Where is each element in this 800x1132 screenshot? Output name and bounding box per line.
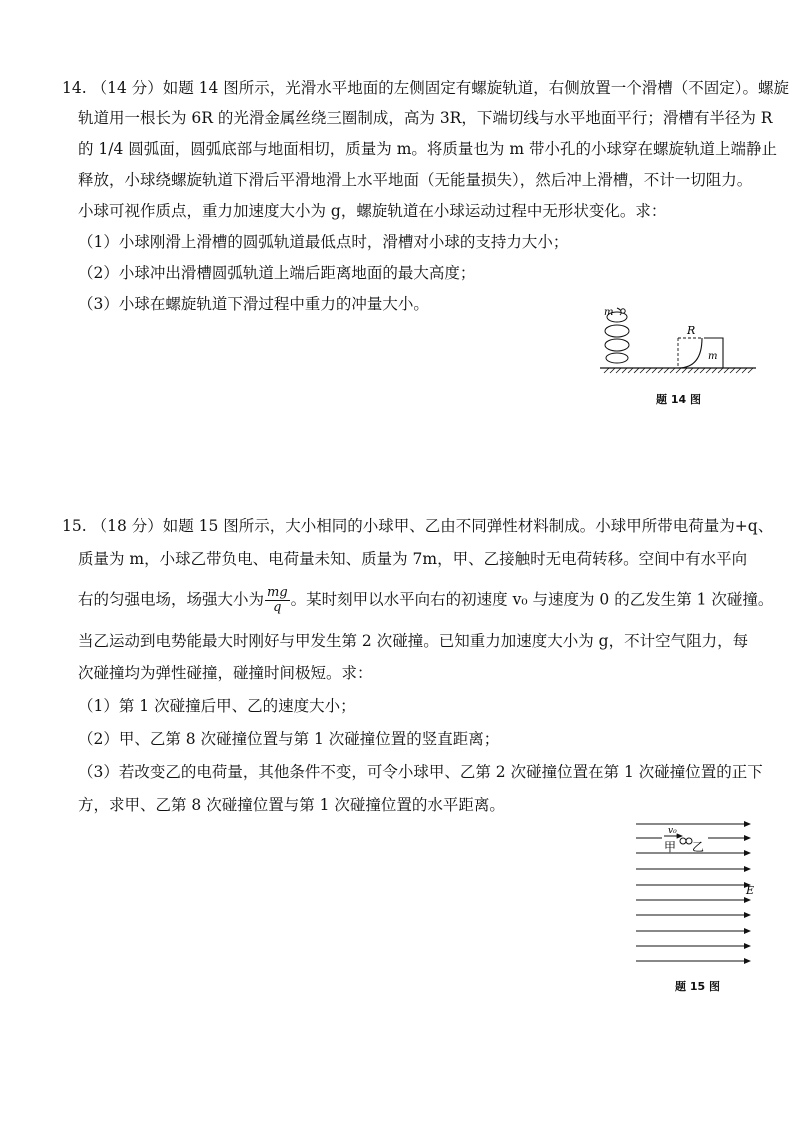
radius-dashes bbox=[678, 338, 702, 368]
ground-hatch bbox=[604, 368, 753, 373]
velocity-label: v₀ bbox=[668, 826, 677, 836]
p15-line-3-before: 右的匀强电场，场强大小为 bbox=[78, 590, 265, 609]
fraction-denominator: q bbox=[273, 600, 282, 615]
p15-question-2: （2）甲、乙第 8 次碰撞位置与第 1 次碰撞位置的竖直距离； bbox=[78, 730, 500, 748]
p14-line-2: 轨道用一根长为 6R 的光滑金属丝绕三圈制成，高为 3R，下端切线与水平地面平行；滑槽有半径为 R bbox=[78, 109, 773, 127]
ball bbox=[621, 309, 625, 313]
block-mass-label: m bbox=[708, 351, 718, 362]
ball-b-label: 乙 bbox=[692, 840, 705, 854]
field-fraction bbox=[265, 586, 290, 615]
figure-14 bbox=[598, 295, 758, 383]
p15-line-5: 次碰撞均为弹性碰撞，碰撞时间极短。求： bbox=[78, 664, 373, 682]
p14-question-3: （3）小球在螺旋轨道下滑过程中重力的冲量大小。 bbox=[78, 295, 429, 313]
ball-label: m bbox=[604, 307, 614, 318]
p14-line-4: 释放，小球绕螺旋轨道下滑后平滑地滑上水平地面（无能量损失），然后冲上滑槽，不计一切阻力。 bbox=[78, 171, 753, 189]
field-label: E bbox=[746, 884, 755, 897]
figure-15 bbox=[628, 816, 760, 966]
p15-line-2: 质量为 m，小球乙带负电、电荷量未知、质量为 7m，甲、乙接触时无电荷转移。空间中有水平向 bbox=[78, 550, 748, 568]
p14-question-2: （2）小球冲出滑槽圆弧轨道上端后距离地面的最大高度； bbox=[78, 264, 476, 282]
ball-a-label: 甲 bbox=[664, 840, 677, 854]
p14-line-5: 小球可视作质点，重力加速度大小为 g，螺旋轨道在小球运动过程中无形状变化。求： bbox=[78, 202, 667, 220]
figure-14-caption: 题 14 图 bbox=[656, 393, 701, 406]
p15-question-3: （3）若改变乙的电荷量，其他条件不变，可令小球甲、乙第 2 次碰撞位置在第 1 次碰撞位置的正下 bbox=[78, 763, 763, 781]
figure-15-caption: 题 15 图 bbox=[675, 980, 720, 993]
ball-a bbox=[680, 838, 686, 844]
p14-question-1: （1）小球刚滑上滑槽的圆弧轨道最低点时，滑槽对小球的支持力大小； bbox=[78, 233, 569, 251]
p14-line-1: 14. （14 分）如题 14 图所示，光滑水平地面的左侧固定有螺旋轨道，右侧放置一个滑槽（不固定）。螺旋 bbox=[62, 79, 790, 97]
p14-line-3: 的 1/4 圆弧面，圆弧底部与地面相切，质量为 m。将质量也为 m 带小孔的小球穿在螺旋轨道上端静止 bbox=[78, 140, 777, 158]
p15-line-3 bbox=[78, 586, 773, 615]
fraction-numerator: mg bbox=[267, 585, 288, 600]
p15-question-1: （1）第 1 次碰撞后甲、乙的速度大小； bbox=[78, 697, 356, 715]
p15-line-4: 当乙运动到电势能最大时刚好与甲发生第 2 次碰撞。已知重力加速度大小为 g，不计空气阻力，每 bbox=[78, 632, 749, 650]
p15-question-3-cont: 方，求甲、乙第 8 次碰撞位置与第 1 次碰撞位置的水平距离。 bbox=[78, 796, 505, 814]
p15-line-1: 15. （18 分）如题 15 图所示，大小相同的小球甲、乙由不同弹性材料制成。小球甲所带电荷量为+q、 bbox=[62, 517, 774, 535]
p15-line-3-after: 。某时刻甲以水平向右的初速度 v₀ 与速度为 0 的乙发生第 1 次碰撞。 bbox=[290, 590, 774, 609]
radius-label: R bbox=[687, 324, 696, 337]
